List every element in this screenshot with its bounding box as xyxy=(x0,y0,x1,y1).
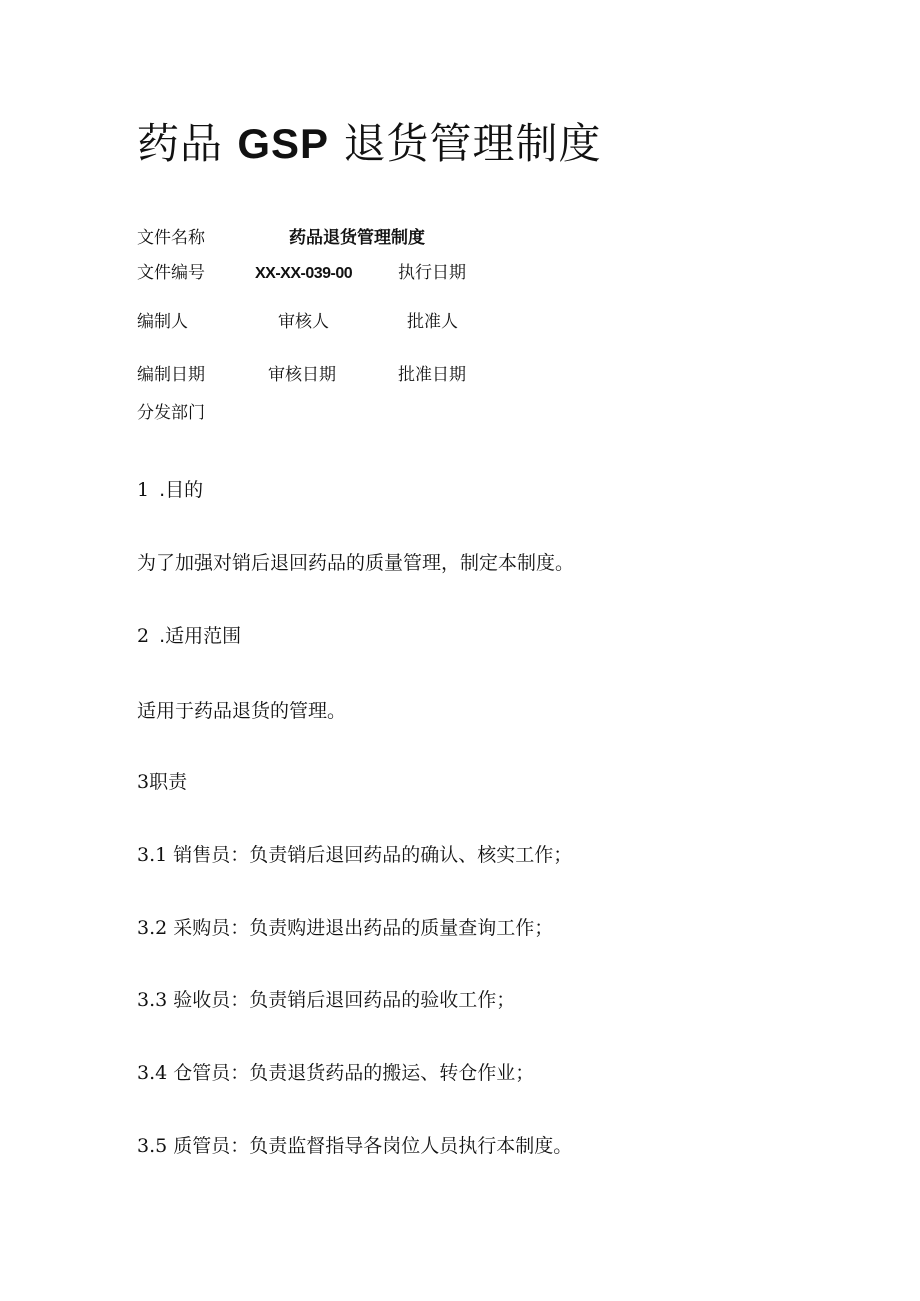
duty-item-text: 仓管员：负责退货药品的搬运、转仓作业； xyxy=(173,1062,535,1084)
section-3-number: 3 xyxy=(137,771,150,793)
section-2-body: 适用于药品退货的管理。 xyxy=(137,700,347,722)
section-1-title: .目的 xyxy=(159,479,204,501)
duty-item-number: 3.5 xyxy=(137,1135,168,1157)
approve-date-label: 批准日期 xyxy=(398,365,466,385)
reviewer-label: 审核人 xyxy=(278,312,329,332)
duty-item xyxy=(137,987,515,1013)
duty-item-text: 质管员：负责监督指导各岗位人员执行本制度。 xyxy=(173,1135,573,1157)
duty-item-text: 采购员：负责购进退出药品的质量查询工作； xyxy=(173,917,554,939)
duty-item-number: 3.3 xyxy=(137,989,168,1011)
title-suffix: 退货管理制度 xyxy=(343,119,602,168)
section-2-number: 2 xyxy=(137,625,150,647)
file-no-label: 文件编号 xyxy=(137,263,205,283)
duty-item xyxy=(137,1133,572,1159)
document-title xyxy=(137,118,601,170)
duty-item xyxy=(137,1060,534,1086)
duty-item-number: 3.1 xyxy=(137,844,168,866)
file-name-value: 药品退货管理制度 xyxy=(289,228,425,248)
section-2-title: .适用范围 xyxy=(159,625,242,647)
title-latin: GSP xyxy=(237,120,330,167)
duty-item-text: 验收员：负责销后退回药品的验收工作； xyxy=(173,989,516,1011)
section-1-body: 为了加强对销后退回药品的质量管理，制定本制度。 xyxy=(137,552,575,574)
review-date-label: 审核日期 xyxy=(268,365,336,385)
duty-item-number: 3.2 xyxy=(137,917,168,939)
approver-label: 批准人 xyxy=(407,312,458,332)
section-1-heading xyxy=(137,477,203,503)
section-1-number: 1 xyxy=(137,479,150,501)
duty-item-number: 3.4 xyxy=(137,1062,168,1084)
author-label: 编制人 xyxy=(137,312,188,332)
author-date-label: 编制日期 xyxy=(137,365,205,385)
dept-label: 分发部门 xyxy=(137,403,205,423)
file-name-label: 文件名称 xyxy=(137,228,205,248)
duty-item-text: 销售员：负责销后退回药品的确认、核实工作； xyxy=(173,844,573,866)
file-no-value: XX-XX-039-00 xyxy=(255,265,353,282)
title-prefix: 药品 xyxy=(137,119,224,168)
exec-date-label: 执行日期 xyxy=(398,263,466,283)
section-3-heading xyxy=(137,769,187,795)
section-3-title: 职责 xyxy=(149,771,188,793)
duty-item xyxy=(137,915,553,941)
duty-item xyxy=(137,842,572,868)
section-2-heading xyxy=(137,623,241,649)
